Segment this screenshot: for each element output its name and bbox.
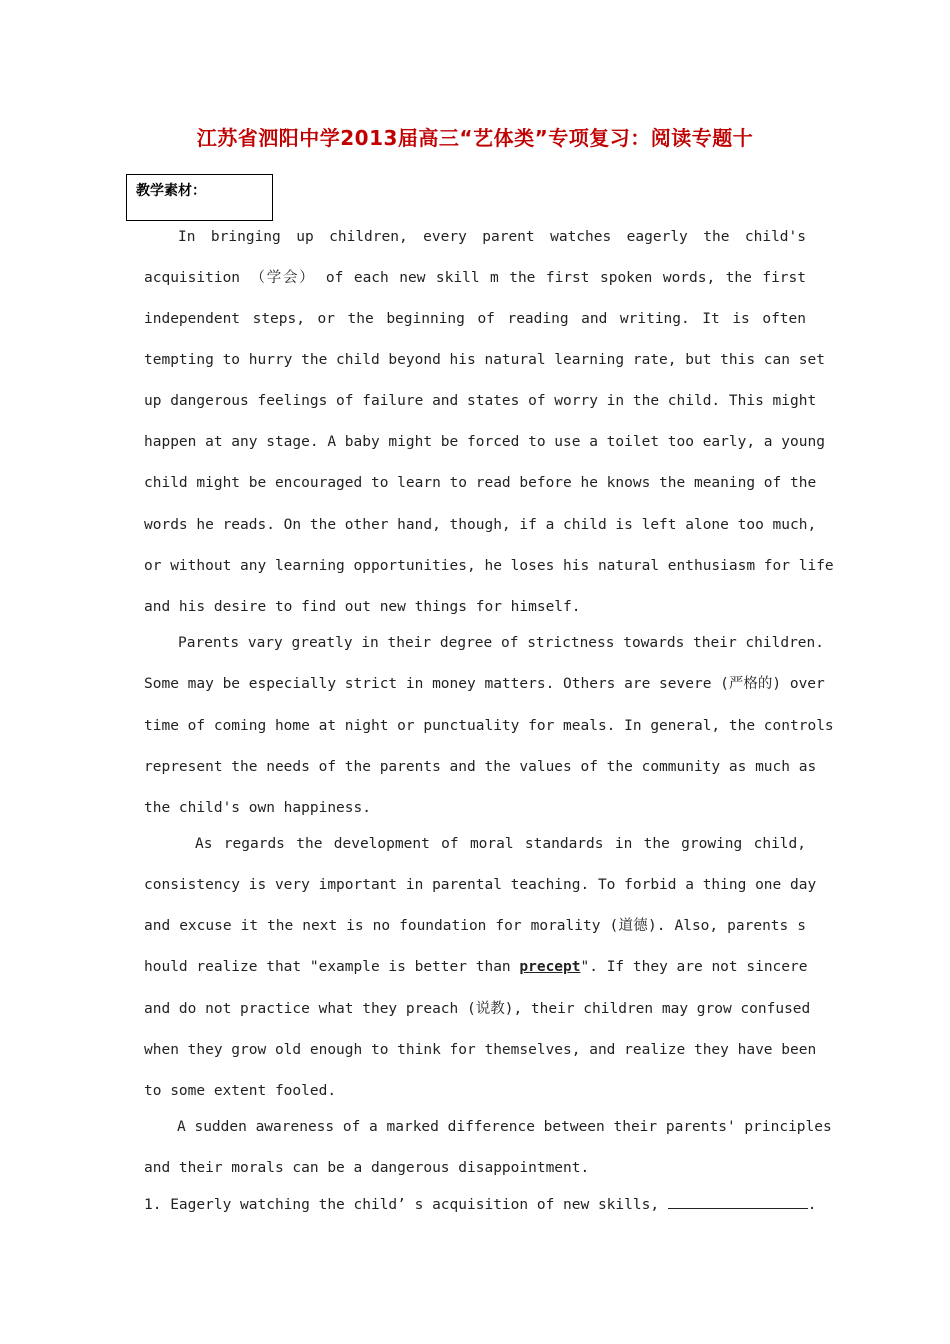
precept-word: precept xyxy=(519,959,581,975)
passage-line: happen at any stage. A baby might be forced to use a toilet too early, a young xyxy=(144,434,825,450)
passage-line: A sudden awareness of a marked difference between their parents' principles xyxy=(177,1119,832,1135)
passage-line: consistency is very important in parental teaching. To forbid a thing one day xyxy=(144,877,817,893)
question-1-text: 1. Eagerly watching the child’ s acquisition of new skills, xyxy=(144,1197,660,1213)
passage-line: and excuse it the next is no foundation for morality (道德). Also, parents s xyxy=(144,918,806,934)
passage-line: and his desire to find out new things for himself. xyxy=(144,599,581,615)
passage-line: time of coming home at night or punctuality for meals. In general, the controls xyxy=(144,718,834,734)
passage-line: represent the needs of the parents and the values of the community as much as xyxy=(144,759,817,775)
passage-text: hould realize that "example is better than xyxy=(144,959,520,975)
question-1 xyxy=(144,1194,817,1215)
passage-line: Parents vary greatly in their degree of strictness towards their children. xyxy=(178,635,825,651)
answer-blank[interactable] xyxy=(668,1194,808,1209)
question-1-end: . xyxy=(807,1197,817,1213)
passage-line: acquisition （学会） of each new skill m the first spoken words, the first xyxy=(144,270,806,286)
passage-line: Some may be especially strict in money matters. Others are severe (严格的) over xyxy=(144,676,825,692)
passage-line: the child's own happiness. xyxy=(144,800,371,816)
passage-line: to some extent fooled. xyxy=(144,1083,337,1099)
passage-line: tempting to hurry the child beyond his natural learning rate, but this can set xyxy=(144,352,825,368)
passage-line: child might be encouraged to learn to read before he knows the meaning of the xyxy=(144,475,817,491)
material-label: 教学素材： xyxy=(136,183,206,199)
passage-line: and do not practice what they preach (说教), their children may grow confused xyxy=(144,1001,811,1017)
passage-line xyxy=(144,957,806,977)
passage-line: or without any learning opportunities, he loses his natural enthusiasm for life xyxy=(144,558,834,574)
material-box xyxy=(126,174,273,221)
passage-line: As regards the development of moral standards in the growing child, xyxy=(195,836,806,852)
passage-text: ". If they are not sincere xyxy=(580,959,808,975)
page-title: 江苏省泗阳中学2013届高三“艺体类”专项复习：阅读专题十 xyxy=(196,126,754,150)
passage-line: words he reads. On the other hand, though, if a child is left alone too much, xyxy=(144,517,817,533)
passage-line: up dangerous feelings of failure and states of worry in the child. This might xyxy=(144,393,817,409)
passage-line: when they grow old enough to think for themselves, and realize they have been xyxy=(144,1042,817,1058)
passage-line: independent steps, or the beginning of reading and writing. It is often xyxy=(144,311,806,327)
passage-line: In bringing up children, every parent watches eagerly the child's xyxy=(178,229,806,245)
passage-line: and their morals can be a dangerous disappointment. xyxy=(144,1160,590,1176)
